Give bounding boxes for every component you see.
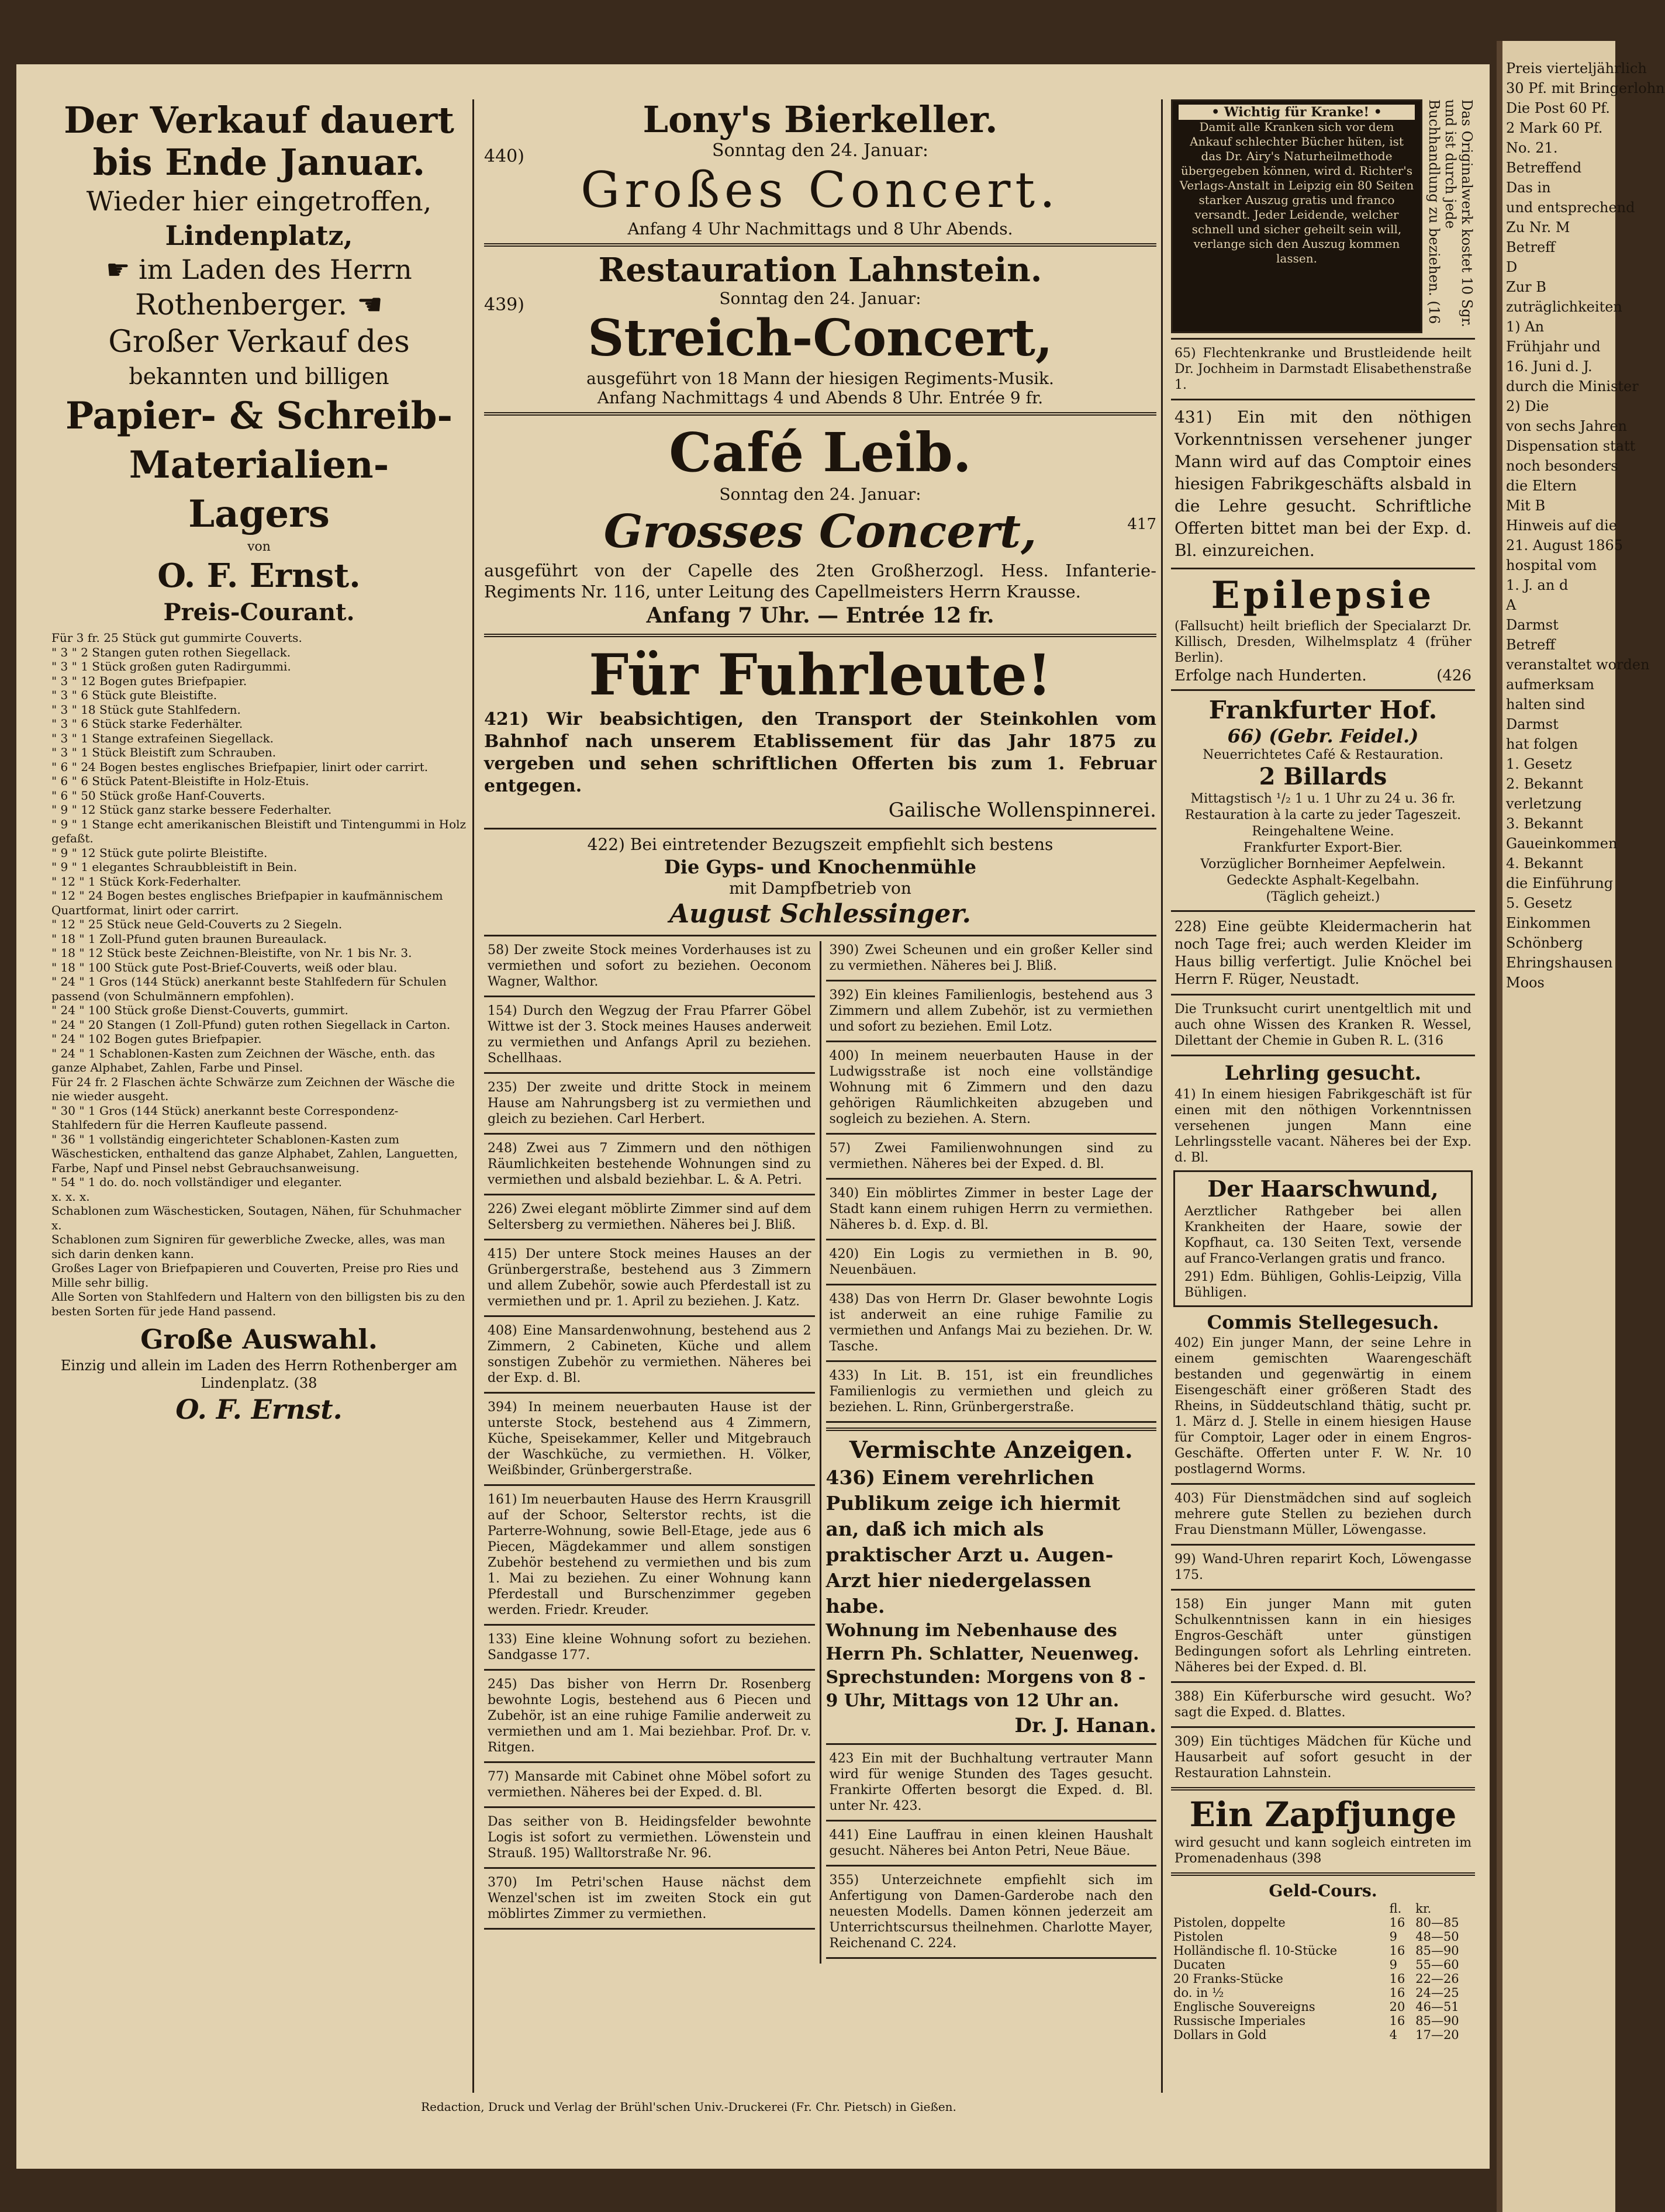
frankfurter-hof-line: (Täglich geheizt.) bbox=[1266, 890, 1380, 904]
adjacent-page-line: von sechs Jahren bbox=[1506, 418, 1627, 434]
adjacent-page-line: 1. J. an d bbox=[1506, 577, 1569, 593]
misc-ad: 355) Unterzeichnete empfiehlt sich im Anfertigung von Damen-Garderobe nach den neuesten Modells. Damen können jederzeit am Unterrichtscursus theilnehmen. Charlotte Mayer, Reichenand C. 224. bbox=[829, 1873, 1153, 1951]
geld-cours-row: Englische Souvereigns 20 46—51 bbox=[1173, 2000, 1459, 2014]
adjacent-page-line: und entsprechend bbox=[1506, 199, 1635, 216]
rental-ad: 392) Ein kleines Familienlogis, bestehend aus 3 Zimmern und allem Zubehör, ist zu vermiethen und sofort zu beziehen. Emil Lotz. bbox=[829, 988, 1153, 1034]
geld-cours-row: Holländische fl. 10-Stücke 16 85—90 bbox=[1173, 1944, 1459, 1958]
lony-title: Lony's Bierkeller. bbox=[642, 98, 998, 141]
signature: O. F. Ernst. bbox=[175, 1394, 343, 1425]
frankfurter-hof-line: Mittagstisch ¹/₂ 1 u. 1 Uhr zu 24 u. 36 fr. bbox=[1190, 792, 1456, 806]
price-list-item: " 3 " 12 Bogen gutes Briefpapier. bbox=[51, 673, 247, 688]
adjacent-page-line: A bbox=[1506, 597, 1517, 613]
price-list-item: " 24 " 1 Schablonen-Kasten zum Zeichnen der Wäsche, enth. das ganze Alphabet, Zahlen, Farbe und Pinsel. bbox=[51, 1046, 435, 1074]
price-list-item: " 6 " 24 Bogen bestes englisches Briefpapier, linirt oder carrirt. bbox=[51, 759, 429, 774]
misc-ad: 423 Ein mit der Buchhaltung vertrauter Mann wird für wenige Stunden des Tages gesucht. Frankirte Offerten besorgt die Exped. d. Bl. unter Nr. 423. bbox=[829, 1751, 1153, 1813]
adjacent-page-line: Das in bbox=[1506, 179, 1551, 196]
geld-cours-row: Russische Imperiales 16 85—90 bbox=[1173, 2014, 1459, 2028]
price-list-item: Großes Lager von Briefpapieren und Couverten, Preise pro Ries und Mille sehr billig. bbox=[51, 1261, 459, 1290]
pointing-hand-icon: ☚ bbox=[347, 288, 383, 322]
adjacent-page-line: Frühjahr und bbox=[1506, 338, 1601, 355]
price-list-item: Für 24 fr. 2 Flaschen ächte Schwärze zum Zeichnen der Wäsche die nie wieder ausgeht. bbox=[51, 1074, 455, 1103]
shop-address: Einzig und allein im Laden des Herrn Rothenberger am Lindenplatz. (38 bbox=[60, 1357, 458, 1391]
rental-ad: 154) Durch den Wegzug der Frau Pfarrer Göbel Wittwe ist der 3. Stock meines Hauses anderweit zu vermiethen und Anfangs April zu beziehen. Schellhaas. bbox=[488, 1004, 811, 1066]
location-line: Lindenplatz, bbox=[165, 220, 353, 251]
ad-number: 440) bbox=[484, 146, 524, 167]
middle-column bbox=[484, 99, 1156, 2093]
schulkenntnisse-ad: 158) Ein junger Mann mit guten Schulkenntnissen kann in ein hiesiges Engros-Geschäft unter günstigen Bedingungen sofort als Lehrling eintreten. Näheres bei der Exped. d. Bl. bbox=[1175, 1597, 1471, 1675]
kranke-title: • Wichtig für Kranke! • bbox=[1179, 105, 1415, 120]
zapfjunge-title: Ein Zapfjunge bbox=[1189, 1795, 1457, 1834]
lony-concert: Großes Concert. bbox=[581, 161, 1060, 219]
rental-ads-right bbox=[826, 941, 1157, 1964]
price-list-item: " 18 " 12 Stück beste Zeichnen-Bleistifte, von Nr. 1 bis Nr. 3. bbox=[51, 946, 412, 960]
rental-ad: 370) Im Petri'schen Hause nächst dem Wenzel'schen ist im zweiten Stock ein gut möblirtes Zimmer zu vermiethen. bbox=[488, 1875, 811, 1921]
fuhrleute-title: Für Fuhrleute! bbox=[589, 642, 1052, 708]
pointing-hand-icon: ☛ bbox=[106, 254, 139, 285]
lahnstein-concert: Streich-Concert, bbox=[588, 309, 1053, 368]
adjacent-page-line: Darmst bbox=[1506, 617, 1559, 633]
geld-cours-row: Pistolen, doppelte 16 80—85 bbox=[1173, 1916, 1459, 1930]
kranke-side-note: Das Originalwerk kostet 10 Sgr. und ist durch jede Buchhandlung zu beziehen. (16 bbox=[1426, 99, 1475, 328]
price-list-item: Alle Sorten von Stahlfedern und Haltern von den billigsten bis zu den besten Sorten für jede Hand passend. bbox=[51, 1290, 465, 1318]
price-list-item: " 9 " 1 Stange echt amerikanischen Bleistift und Tintengummi in Holz gefaßt. bbox=[51, 817, 467, 845]
adjacent-page-line: 2 Mark 60 Pf. bbox=[1506, 120, 1603, 136]
adjacent-page-line: Die Post 60 Pf. bbox=[1506, 100, 1610, 116]
price-list-item: Für 3 fr. 25 Stück gut gummirte Couverts. bbox=[51, 631, 302, 645]
adjacent-page-line: verletzung bbox=[1506, 796, 1582, 812]
price-list-item: " 3 " 1 Stück großen guten Radirgummi. bbox=[51, 659, 291, 673]
price-list-item: " 6 " 6 Stück Patent-Bleistifte in Holz-Etuis. bbox=[51, 774, 309, 788]
doctor-hours: Sprechstunden: Morgens von 8 - 9 Uhr, Mittags von 12 Uhr an. bbox=[825, 1667, 1146, 1711]
adjacent-page-line: Betreff bbox=[1506, 637, 1556, 653]
adjacent-page-line: durch die Minister bbox=[1506, 378, 1639, 395]
uhren-ad: 99) Wand-Uhren reparirt Koch, Löwengasse 175. bbox=[1175, 1552, 1471, 1582]
epilepsie-title: Epilepsie bbox=[1211, 573, 1435, 617]
cafe-leib-text: ausgeführt von der Capelle des 2ten Großherzogl. Hess. Infanterie-Regiments Nr. 116, unter Leitung des Capellmeisters Herrn Krausse. bbox=[484, 561, 1156, 602]
price-list-item: " 12 " 24 Bogen bestes englisches Briefpapier in kaufmännischem Quartformat, linirt oder carrirt. bbox=[51, 889, 443, 917]
rental-ad: 58) Der zweite Stock meines Vorderhauses ist zu vermiethen und sofort zu beziehen. Oeconom Wagner, Walthor. bbox=[488, 943, 811, 989]
price-list-item: " 18 " 1 Zoll-Pfund guten braunen Bureaulack. bbox=[51, 931, 327, 946]
rental-ad: 390) Zwei Scheunen und ein großer Keller sind zu vermiethen. Näheres bei J. Bliß. bbox=[829, 943, 1153, 973]
rental-ad: 245) Das bisher von Herrn Dr. Rosenberg bewohnte Logis, bestehend aus 6 Piecen und Zubehör, ist an eine ruhige Familie anderweit zu vermiethen und am 1. Mai beziehbar. Prof. Dr. v. Ritgen. bbox=[488, 1677, 811, 1755]
firm-name: O. F. Ernst. bbox=[157, 557, 361, 595]
ad-number: 417 bbox=[1127, 516, 1156, 533]
cafe-leib-time: Anfang 7 Uhr. — Entrée 12 fr. bbox=[646, 603, 994, 628]
price-list-item: " 24 " 20 Stangen (1 Zoll-Pfund) guten rothen Siegellack in Carton. bbox=[51, 1017, 451, 1032]
gyps-name: Die Gyps- und Knochenmühle bbox=[664, 856, 976, 878]
adjacent-page-line: 30 Pf. mit Bringerlohn bbox=[1506, 80, 1665, 96]
price-list-item: " 3 " 1 Stück Bleistift zum Schrauben. bbox=[51, 745, 277, 759]
fuhrleute-signature: Gailische Wollenspinnerei. bbox=[888, 799, 1156, 822]
ad-number: (426 bbox=[1436, 667, 1471, 685]
frankfurter-hof-title: Frankfurter Hof. bbox=[1208, 696, 1438, 724]
lony-date: Sonntag den 24. Januar: bbox=[712, 140, 928, 161]
adjacent-page-line: 3. Bekannt bbox=[1506, 815, 1583, 832]
lony-time: Anfang 4 Uhr Nachmittags und 8 Uhr Abends. bbox=[627, 219, 1013, 239]
price-list-item: x. x. x. bbox=[51, 1189, 90, 1204]
adjacent-page-line: Gaueinkommen bbox=[1506, 835, 1618, 852]
adjacent-page-line: Preis vierteljährlich bbox=[1506, 60, 1647, 77]
lehrling-title: Lehrling gesucht. bbox=[1224, 1062, 1422, 1085]
frankfurter-hof-line: Gedeckte Asphalt-Kegelbahn. bbox=[1227, 873, 1419, 888]
cafe-leib-concert: Grosses Concert, bbox=[603, 505, 1037, 558]
flechten-ad: 65) Flechtenkranke und Brustleidende heilt Dr. Jochheim in Darmstadt Elisabethenstraße 1. bbox=[1175, 346, 1471, 392]
adjacent-page-line: 2) Die bbox=[1506, 398, 1549, 414]
price-list-item: " 36 " 1 vollständig eingerichteter Schablonen-Kasten zum Wäschesticken, enthaltend das ganze Alphabet, Zahlen, Languetten, Farbe, Napf und Pinsel nebst Gebrauchsanweisung. bbox=[51, 1132, 458, 1175]
adjacent-page-line: 5. Gesetz bbox=[1506, 895, 1572, 911]
paper-heading: Papier- & Schreib- bbox=[65, 394, 453, 438]
frankfurter-hof-details bbox=[1171, 791, 1475, 905]
frankfurter-hof-new: Neuerrichtetes Café & Restauration. bbox=[1203, 748, 1443, 762]
rental-ad: 433) In Lit. B. 151, ist ein freundliches Familienlogis zu vermiethen und gleich zu beziehen. L. Rinn, Grünbergerstraße. bbox=[829, 1368, 1153, 1415]
price-list-item: " 24 " 100 Stück große Dienst-Couverts, gummirt. bbox=[51, 1003, 348, 1017]
adjacent-page-line: 16. Juni d. J. bbox=[1506, 358, 1593, 375]
geld-cours-row: Ducaten 9 55—60 bbox=[1173, 1958, 1459, 1972]
price-list-item: " 3 " 2 Stangen guten rothen Siegellack. bbox=[51, 645, 291, 659]
adjacent-page-line: hat folgen bbox=[1506, 736, 1578, 752]
haarschwund-title: Der Haarschwund, bbox=[1207, 1176, 1439, 1202]
commis-title: Commis Stellegesuch. bbox=[1207, 1311, 1439, 1333]
adjacent-page-line: Betreffend bbox=[1506, 160, 1582, 176]
rental-ad: 57) Zwei Familienwohnungen sind zu vermiethen. Näheres bei der Exped. d. Bl. bbox=[829, 1141, 1153, 1171]
geld-cours-row: 20 Franks-Stücke 16 22—26 bbox=[1173, 1972, 1459, 1986]
frankfurter-hof-line: Restauration à la carte zu jeder Tageszeit. bbox=[1184, 808, 1462, 822]
price-list-item: " 9 " 12 Stück gute polirte Bleistifte. bbox=[51, 845, 268, 860]
geld-cours-row: Pistolen 9 48—50 bbox=[1173, 1930, 1459, 1944]
adjacent-page-line: 21. August 1865 bbox=[1506, 537, 1623, 554]
geld-cours-table: fl. kr. Pistolen, doppelte 16 80—85 Pistolen 9 48—50 Holländische fl. 10-Stücke 16 85—90 Ducaten 9 55—60 20 Franks-Stücke 16 22—26 do. in ½ 16 24—25 Englische Souvereigns 20 46—51 Russische Imperiales 16 85—90 Dollars in Gold 4 17—20 bbox=[1171, 1902, 1475, 2042]
geld-cours-row: Dollars in Gold 4 17—20 bbox=[1173, 2028, 1459, 2042]
newspaper-page bbox=[16, 64, 1490, 2169]
adjacent-page-line: 1) An bbox=[1506, 319, 1545, 335]
right-column bbox=[1171, 99, 1475, 2093]
sale-duration-heading: Der Verkauf dauert bis Ende Januar. bbox=[64, 99, 454, 184]
adjacent-page-line: die Eltern bbox=[1506, 478, 1577, 494]
price-list-item: " 6 " 50 Stück große Hanf-Couverts. bbox=[51, 788, 265, 803]
zapfjunge-text: wird gesucht und kann sogleich eintreten im Promenadenhaus (398 bbox=[1175, 1836, 1471, 1866]
imprint-footer: Redaction, Druck und Verlag der Brühl'schen Univ.-Druckerei (Fr. Chr. Pietsch) in Gießen. bbox=[421, 2100, 956, 2114]
price-list-item: " 54 " 1 do. do. noch vollständiger und eleganter. bbox=[51, 1175, 342, 1189]
column-rule bbox=[1161, 99, 1163, 2093]
doctor-address: Wohnung im Nebenhause des Herrn Ph. Schlatter, Neuenweg. bbox=[825, 1620, 1139, 1664]
dienstmaedchen-ad: 403) Für Dienstmädchen sind auf sogleich mehrere gute Stellen zu beziehen durch Frau Dienstmann Müller, Löwengasse. bbox=[1175, 1491, 1471, 1537]
owner-line: Rothenberger. ☚ bbox=[135, 288, 383, 322]
rental-ad: 226) Zwei elegant möblirte Zimmer sind auf dem Seltersberg zu vermiethen. Näheres bei J. Bliß. bbox=[488, 1202, 811, 1232]
rental-ad: 394) In meinem neuerbauten Hause ist der unterste Stock, bestehend aus 4 Zimmern, Küche, Speisekammer, Keller und Mitgebrauch der Waschküche, zu vermiethen. H. Völker, Weißbinder, Grünbergerstraße. bbox=[488, 1400, 811, 1478]
price-list-item: Schablonen zum Signiren für gewerbliche Zwecke, alles, was man sich darin denken kann. bbox=[51, 1232, 445, 1261]
rental-ad: 248) Zwei aus 7 Zimmern und den nöthigen Räumlichkeiten bestehende Wohnungen sind zu vermiethen und alsbald beziehbar. L. & A. Petri. bbox=[488, 1141, 811, 1187]
adjacent-page-line: veranstaltet worden bbox=[1506, 656, 1650, 673]
frankfurter-hof-line: Frankfurter Export-Bier. bbox=[1243, 841, 1403, 855]
adjacent-page-line: Betreff bbox=[1506, 239, 1556, 255]
adjacent-page-line: No. 21. bbox=[1506, 140, 1558, 156]
frankfurter-hof-owner: 66) (Gebr. Feidel.) bbox=[1227, 725, 1419, 747]
misc-ads-heading: Vermischte Anzeigen. bbox=[849, 1436, 1133, 1464]
rental-ad: 400) In meinem neuerbauten Hause in der Ludwigsstraße ist noch eine vollständige Wohnung mit 6 Zimmern und den dazu gehörigen Räumlichkeiten abzugeben und sogleich zu beziehen. A. Stern. bbox=[829, 1049, 1153, 1126]
geld-cours-row: do. in ½ 16 24—25 bbox=[1173, 1986, 1459, 2000]
epilepsie-text: (Fallsucht) heilt brieflich der Specialarzt Dr. Killisch, Dresden, Wilhelmsplatz 4 (früher Berlin). bbox=[1175, 619, 1471, 665]
adjacent-page-line: Dispensation statt bbox=[1506, 438, 1636, 454]
rental-ad: 77) Mansarde mit Cabinet ohne Möbel sofort zu vermiethen. Näheres bei der Exped. d. Bl. bbox=[488, 1769, 811, 1800]
left-column bbox=[51, 99, 467, 2093]
price-list-item: " 24 " 1 Gros (144 Stück) anerkannt beste Stahlfedern für Schulen passend (von Schulmännern empfohlen). bbox=[51, 974, 447, 1003]
rental-ad: 161) Im neuerbauten Hause des Herrn Krausgrill auf der Schoor, Selterstor rechts, ist die Parterre-Wohnung, sowie Bell-Etage, jede aus 6 Piecen, Mägdekammer und allem sonstigen Zubehör bestehend zu vermiethen und bis zum 1. Mai zu beziehen. Zu einer Wohnung kann Pferdestall und Burschenzimmer gegeben werden. Friedr. Kreuder. bbox=[488, 1492, 811, 1617]
ad-number: 439) bbox=[484, 295, 524, 315]
price-list-item: " 12 " 25 Stück neue Geld-Couverts zu 2 Siegeln. bbox=[51, 917, 343, 931]
comptoir-ad: 431) Ein mit den nöthigen Vorkenntnissen versehener junger Mann wird auf das Comptoir eines hiesigen Fabrikgeschäfts alsbald in die Lehre gesucht. Schriftliche Offerten bittet man bei der Exp. d. Bl. einzureichen. bbox=[1175, 407, 1471, 560]
adjacent-page-line: noch besonders bbox=[1506, 458, 1618, 474]
maedchen-ad: 309) Ein tüchtiges Mädchen für Küche und Hausarbeit auf sofort gesucht in der Restauration Lahnstein. bbox=[1175, 1734, 1471, 1781]
adjacent-page-fragment bbox=[1497, 41, 1665, 2212]
frankfurter-hof-line: Vorzüglicher Bornheimer Aepfelwein. bbox=[1200, 857, 1446, 872]
price-list-heading: Preis-Courant. bbox=[163, 599, 355, 626]
stock-heading: Lagers bbox=[188, 492, 330, 536]
fuhrleute-text: 421) Wir beabsichtigen, den Transport der Steinkohlen vom Bahnhof nach unserem Etablissement für das Jahr 1875 zu vergeben und sehen schriftlichen Offerten bis zum 1. Februar entgegen. bbox=[484, 709, 1156, 796]
adjacent-page-line: D bbox=[1506, 259, 1518, 275]
price-list-item: " 24 " 102 Bogen gutes Briefpapier. bbox=[51, 1032, 262, 1046]
kranke-ad bbox=[1171, 99, 1475, 333]
rental-ad: 340) Ein möblirtes Zimmer in bester Lage der Stadt kann einem ruhigen Herrn zu vermiethen. Näheres b. d. Exp. d. Bl. bbox=[829, 1186, 1153, 1232]
frankfurter-hof-line: Reingehaltene Weine. bbox=[1252, 824, 1394, 839]
adjacent-page-line: Zur B bbox=[1506, 279, 1546, 295]
gyps-signature: August Schlessinger. bbox=[669, 899, 972, 929]
price-list-item: " 3 " 18 Stück gute Stahlfedern. bbox=[51, 702, 241, 717]
rental-ads-left bbox=[484, 941, 815, 1964]
adjacent-page-line: Mit B bbox=[1506, 497, 1546, 514]
price-list-item: " 3 " 1 Stange extrafeinen Siegellack. bbox=[51, 731, 274, 745]
cafe-leib-date: Sonntag den 24. Januar: bbox=[719, 485, 921, 504]
haarschwund-text: Aerztlicher Rathgeber bei allen Krankheiten der Haare, sowie der Kopfhaut, ca. 130 Seiten Text, versende auf Franco-Verlangen gratis und franco. bbox=[1184, 1204, 1462, 1266]
doctor-signature: Dr. J. Hanan. bbox=[1014, 1714, 1156, 1737]
price-list-item: " 9 " 12 Stück ganz starke bessere Federhalter. bbox=[51, 803, 332, 817]
lahnstein-time: Anfang Nachmittags 4 und Abends 8 Uhr. Entrée 9 fr. bbox=[597, 388, 1044, 407]
kranke-text: Damit alle Kranken sich vor dem Ankauf schlechter Bücher hüten, ist das Dr. Airy's Naturheilmethode übergegeben können, wird d. Richter's Verlags-Anstalt in Leipzig ein 80 Seiten starker Auszug gratis und franco versandt. Jeder Leidende, welcher schnell und sicher geheilt sein will, verlange sich den Auszug kommen lassen. bbox=[1179, 120, 1414, 265]
adjacent-page-line: Darmst bbox=[1506, 716, 1559, 732]
kuefer-ad: 388) Ein Küferbursche wird gesucht. Wo? sagt die Exped. d. Blattes. bbox=[1175, 1689, 1471, 1720]
rental-ad: 235) Der zweite und dritte Stock in meinem Hause am Nahrungsberg ist zu vermiethen und gleich zu beziehen. Carl Herbert. bbox=[488, 1080, 811, 1126]
lahnstein-text: ausgeführt von 18 Mann der hiesigen Regiments-Musik. bbox=[586, 369, 1054, 388]
adjacent-page-line: halten sind bbox=[1506, 696, 1585, 713]
small-ads-grid bbox=[484, 941, 1156, 1964]
lahnstein-date: Sonntag den 24. Januar: bbox=[719, 289, 921, 308]
geld-cours-title: Geld-Cours. bbox=[1269, 1881, 1377, 1900]
price-list-item: " 30 " 1 Gros (144 Stück) anerkannt beste Correspondenz-Stahlfedern für die Herren Kaufleute passend. bbox=[51, 1103, 399, 1132]
adjacent-page-line: Moos bbox=[1506, 974, 1545, 991]
price-list-item: Schablonen zum Wäschesticken, Soutagen, Nähen, für Schuhmacher x. bbox=[51, 1204, 461, 1232]
rental-ad: 133) Eine kleine Wohnung sofort zu beziehen. Sandgasse 177. bbox=[488, 1632, 811, 1663]
gyps-mit: mit Dampfbetrieb von bbox=[729, 879, 911, 898]
haarschwund-ad: Der Haarschwund, Aerztlicher Rathgeber bei allen Krankheiten der Haare, sowie der Kopfhaut, ca. 130 Seiten Text, versende auf Franco-Verlangen gratis und franco. 291) Edm. Bühligen, Gohlis-Leipzig, Villa Bühligen. bbox=[1173, 1170, 1473, 1307]
materials-heading: Materialien- bbox=[129, 443, 389, 487]
price-list-item: " 3 " 6 Stück starke Federhälter. bbox=[51, 717, 243, 731]
adjacent-page-line: aufmerksam bbox=[1506, 676, 1595, 693]
kleidermacherin-ad: 228) Eine geübte Kleidermacherin hat noch Tage frei; auch werden Kleider im Haus billig verfertigt. Julie Knöchel bei Herrn F. Rüger, Neustadt. bbox=[1175, 918, 1471, 987]
rental-ad: 438) Das von Herrn Dr. Glaser bewohnte Logis ist anderweit an eine ruhige Familie zu vermiethen und Anfangs Mai zu beziehen. Dr. W. Tasche. bbox=[829, 1292, 1153, 1354]
big-sale-line: Großer Verkauf des bbox=[108, 324, 410, 360]
gyps-text: 422) Bei eintretender Bezugszeit empfiehlt sich bestens bbox=[587, 835, 1053, 854]
misc-ad: 441) Eine Lauffrau in einen kleinen Haushalt gesucht. Näheres bei Anton Petri, Neue Bäue. bbox=[829, 1828, 1153, 1858]
rental-ad: Das seither von B. Heidingsfelder bewohnte Logis ist sofort zu vermiethen. Löwenstein und Strauß. 195) Walltorstraße Nr. 96. bbox=[488, 1814, 811, 1861]
adjacent-page-line: die Einführung bbox=[1506, 875, 1614, 891]
price-list bbox=[51, 631, 467, 1318]
column-rule bbox=[472, 99, 474, 2093]
rental-ad: 408) Eine Mansardenwohnung, bestehend aus 2 Zimmern, 2 Cabineten, Küche und allem sonstigen Zubehör zu vermiethen. Näheres bei der Exp. d. Bl. bbox=[488, 1323, 811, 1385]
price-list-item: " 12 " 1 Stück Kork-Federhalter. bbox=[51, 874, 241, 889]
lehrling-ad: 41) In einem hiesigen Fabrikgeschäft ist für einen mit den nöthigen Vorkenntnissen versehenen jungen Mann eine Lehrlingsstelle vacant. Näheres bei der Exp. d. Bl. bbox=[1175, 1087, 1471, 1165]
adjacent-page-line: Ehringshausen bbox=[1506, 955, 1613, 971]
commis-ad: 402) Ein junger Mann, der seine Lehre in einem gemischten Waarengeschäft bestanden und gegenwärtig in einem Eisengeschäft einer größeren Stadt des Rheins, in Süddeutschland thätig, sucht pr. 1. März d. J. Stelle in einem hiesigen Hause für Comptoir, Lager oder in einem Engros-Geschäfte. Offerten unter F. W. Nr. 10 postlagernd Worms. bbox=[1175, 1336, 1471, 1477]
epilepsie-success: Erfolge nach Hunderten. bbox=[1175, 667, 1367, 685]
by-label: von bbox=[247, 540, 271, 554]
price-list-item: " 3 " 6 Stück gute Bleistifte. bbox=[51, 688, 217, 702]
price-list-item: " 18 " 100 Stück gute Post-Brief-Couverts, weiß oder blau. bbox=[51, 960, 398, 974]
cafe-leib-title: Café Leib. bbox=[669, 421, 972, 484]
doctor-announcement: 436) Einem verehrlichen Publikum zeige ich hiermit an, daß ich mich als praktischer Arzt u. Augen-Arzt hier niedergelassen habe. bbox=[825, 1466, 1121, 1617]
shop-line: ☛ im Laden des Herrn bbox=[106, 254, 412, 285]
rental-ad: 420) Ein Logis zu vermiethen in B. 90, Neuenbäuen. bbox=[829, 1247, 1153, 1277]
price-list-item: " 9 " 1 elegantes Schraubbleistift in Bein. bbox=[51, 860, 298, 874]
selection-heading: Große Auswahl. bbox=[140, 1323, 378, 1355]
adjacent-page-line: zuträglichkeiten bbox=[1506, 299, 1622, 315]
adjacent-page-line: Hinweis auf die bbox=[1506, 517, 1617, 534]
adjacent-page-line: 1. Gesetz bbox=[1506, 756, 1572, 772]
adjacent-page-line: Einkommen bbox=[1506, 915, 1591, 931]
adjacent-page-line: 4. Bekannt bbox=[1506, 855, 1583, 872]
frankfurter-hof-billiards: 2 Billards bbox=[1259, 763, 1387, 790]
trunksucht-ad: Die Trunksucht curirt unentgeltlich mit und auch ohne Wissen des Kranken R. Wessel, Dilettant der Chemie in Guben R. L. (316 bbox=[1175, 1002, 1471, 1048]
adjacent-page-line: Schönberg bbox=[1506, 935, 1583, 951]
known-line: bekannten und billigen bbox=[129, 364, 389, 389]
adjacent-page-line: Zu Nr. M bbox=[1506, 219, 1570, 236]
lahnstein-title: Restauration Lahnstein. bbox=[598, 251, 1042, 289]
adjacent-page-line: 2. Bekannt bbox=[1506, 776, 1583, 792]
adjacent-page-line: hospital vom bbox=[1506, 557, 1597, 573]
returned-line: Wieder hier eingetroffen, bbox=[86, 185, 432, 217]
rental-ad: 415) Der untere Stock meines Hauses an der Grünbergerstraße, bestehend aus 3 Zimmern und allem Zubehör, sowie auch Pferdestall ist zu vermiethen und pr. 1. April zu beziehen. J. Katz. bbox=[488, 1247, 811, 1309]
